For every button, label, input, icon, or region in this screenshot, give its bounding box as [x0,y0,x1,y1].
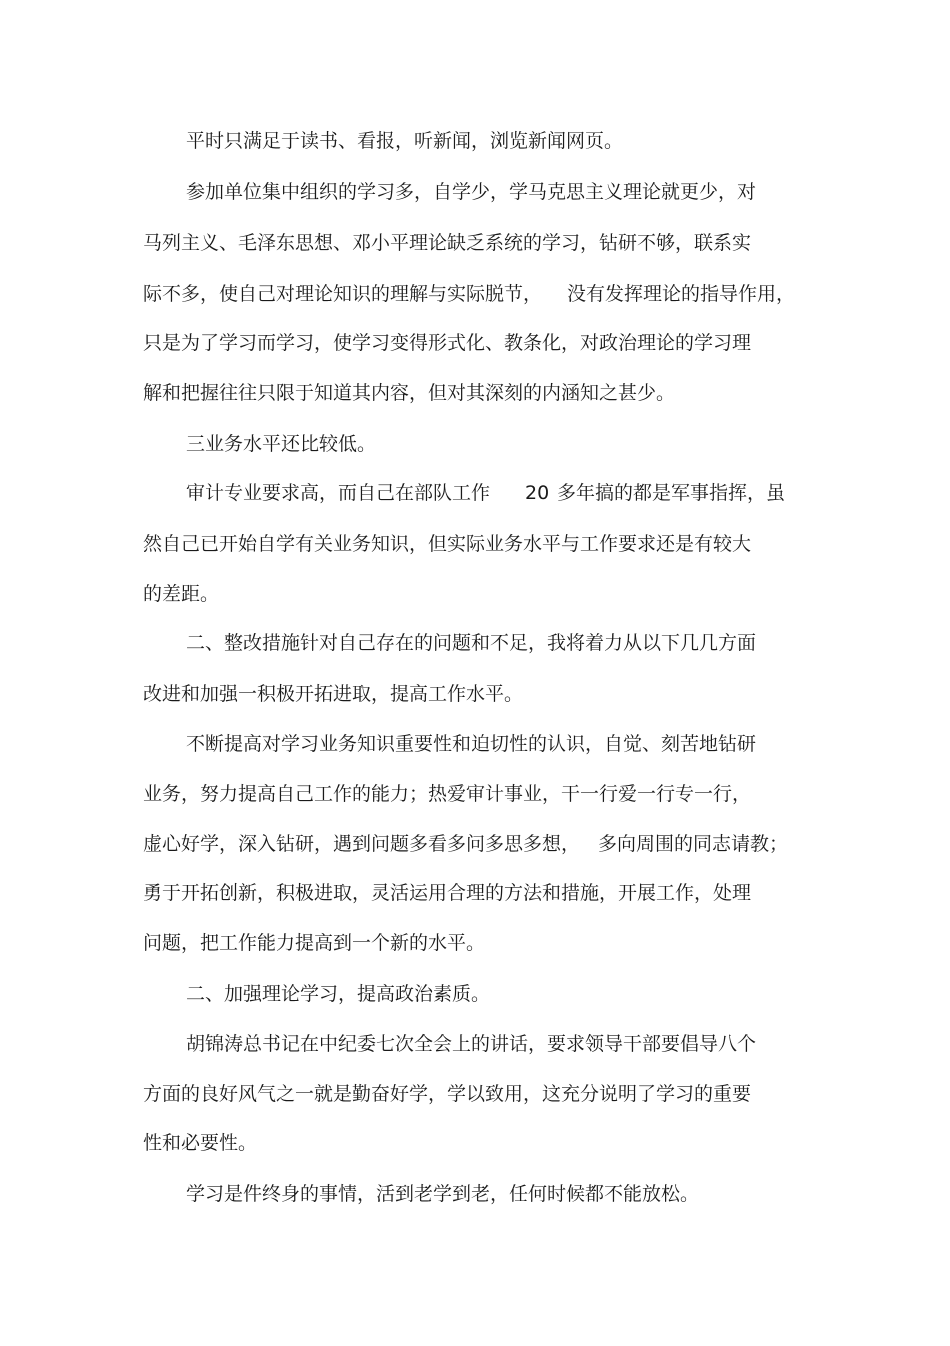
section-heading: 二、整改措施针对自己存在的问题和不足，我将着力从以下几几方面 [186,632,757,654]
text-line: 性和必要性。 [143,1132,258,1154]
text-line: 业务，努力提高自己工作的能力；热爱审计事业，干一行爱一行专一行， [143,783,752,805]
text-line: 没有发挥理论的指导作用， [567,283,796,305]
text-line: 平时只满足于读书、看报，听新闻，浏览新闻网页。 [186,130,624,152]
text-line: 虚心好学，深入钻研，遇到问题多看多问多思多想， [143,833,581,855]
text-line: 审计专业要求高，而自己在部队工作 [186,482,491,504]
section-heading: 三业务水平还比较低。 [186,433,377,455]
text-line: 不断提高对学习业务知识重要性和迫切性的认识，自觉、刻苦地钻研 [186,733,757,755]
text-line: 方面的良好风气之一就是勤奋好学，学以致用，这充分说明了学习的重要 [143,1083,752,1105]
text-line: 改进和加强一积极开拓进取，提高工作水平。 [143,683,524,705]
text-line: 20 [525,482,550,504]
text-line: 问题，把工作能力提高到一个新的水平。 [143,932,486,954]
text-line: 马列主义、毛泽东思想、邓小平理论缺乏系统的学习，钻研不够，联系实 [143,232,752,254]
text-line: 的差距。 [143,583,220,605]
section-heading: 二、加强理论学习，提高政治素质。 [186,983,491,1005]
text-line: 多年搞的都是军事指挥，虽 [557,482,786,504]
text-line: 只是为了学习而学习，使学习变得形式化、教条化，对政治理论的学习理 [143,332,752,354]
text-line: 学习是件终身的事情，活到老学到老，任何时候都不能放松。 [186,1183,700,1205]
text-line: 解和把握往往只限于知道其内容，但对其深刻的内涵知之甚少。 [143,382,676,404]
text-line: 胡锦涛总书记在中纪委七次全会上的讲话，要求领导干部要倡导八个 [186,1033,757,1055]
text-line: 参加单位集中组织的学习多，自学少，学马克思主义理论就更少，对 [186,181,757,203]
text-line: 多向周围的同志请教； [598,833,789,855]
text-line: 勇于开拓创新，积极进取，灵活运用合理的方法和措施，开展工作，处理 [143,882,752,904]
text-line: 际不多，使自己对理论知识的理解与实际脱节， [143,283,543,305]
text-line: 然自己已开始自学有关业务知识，但实际业务水平与工作要求还是有较大 [143,533,752,555]
